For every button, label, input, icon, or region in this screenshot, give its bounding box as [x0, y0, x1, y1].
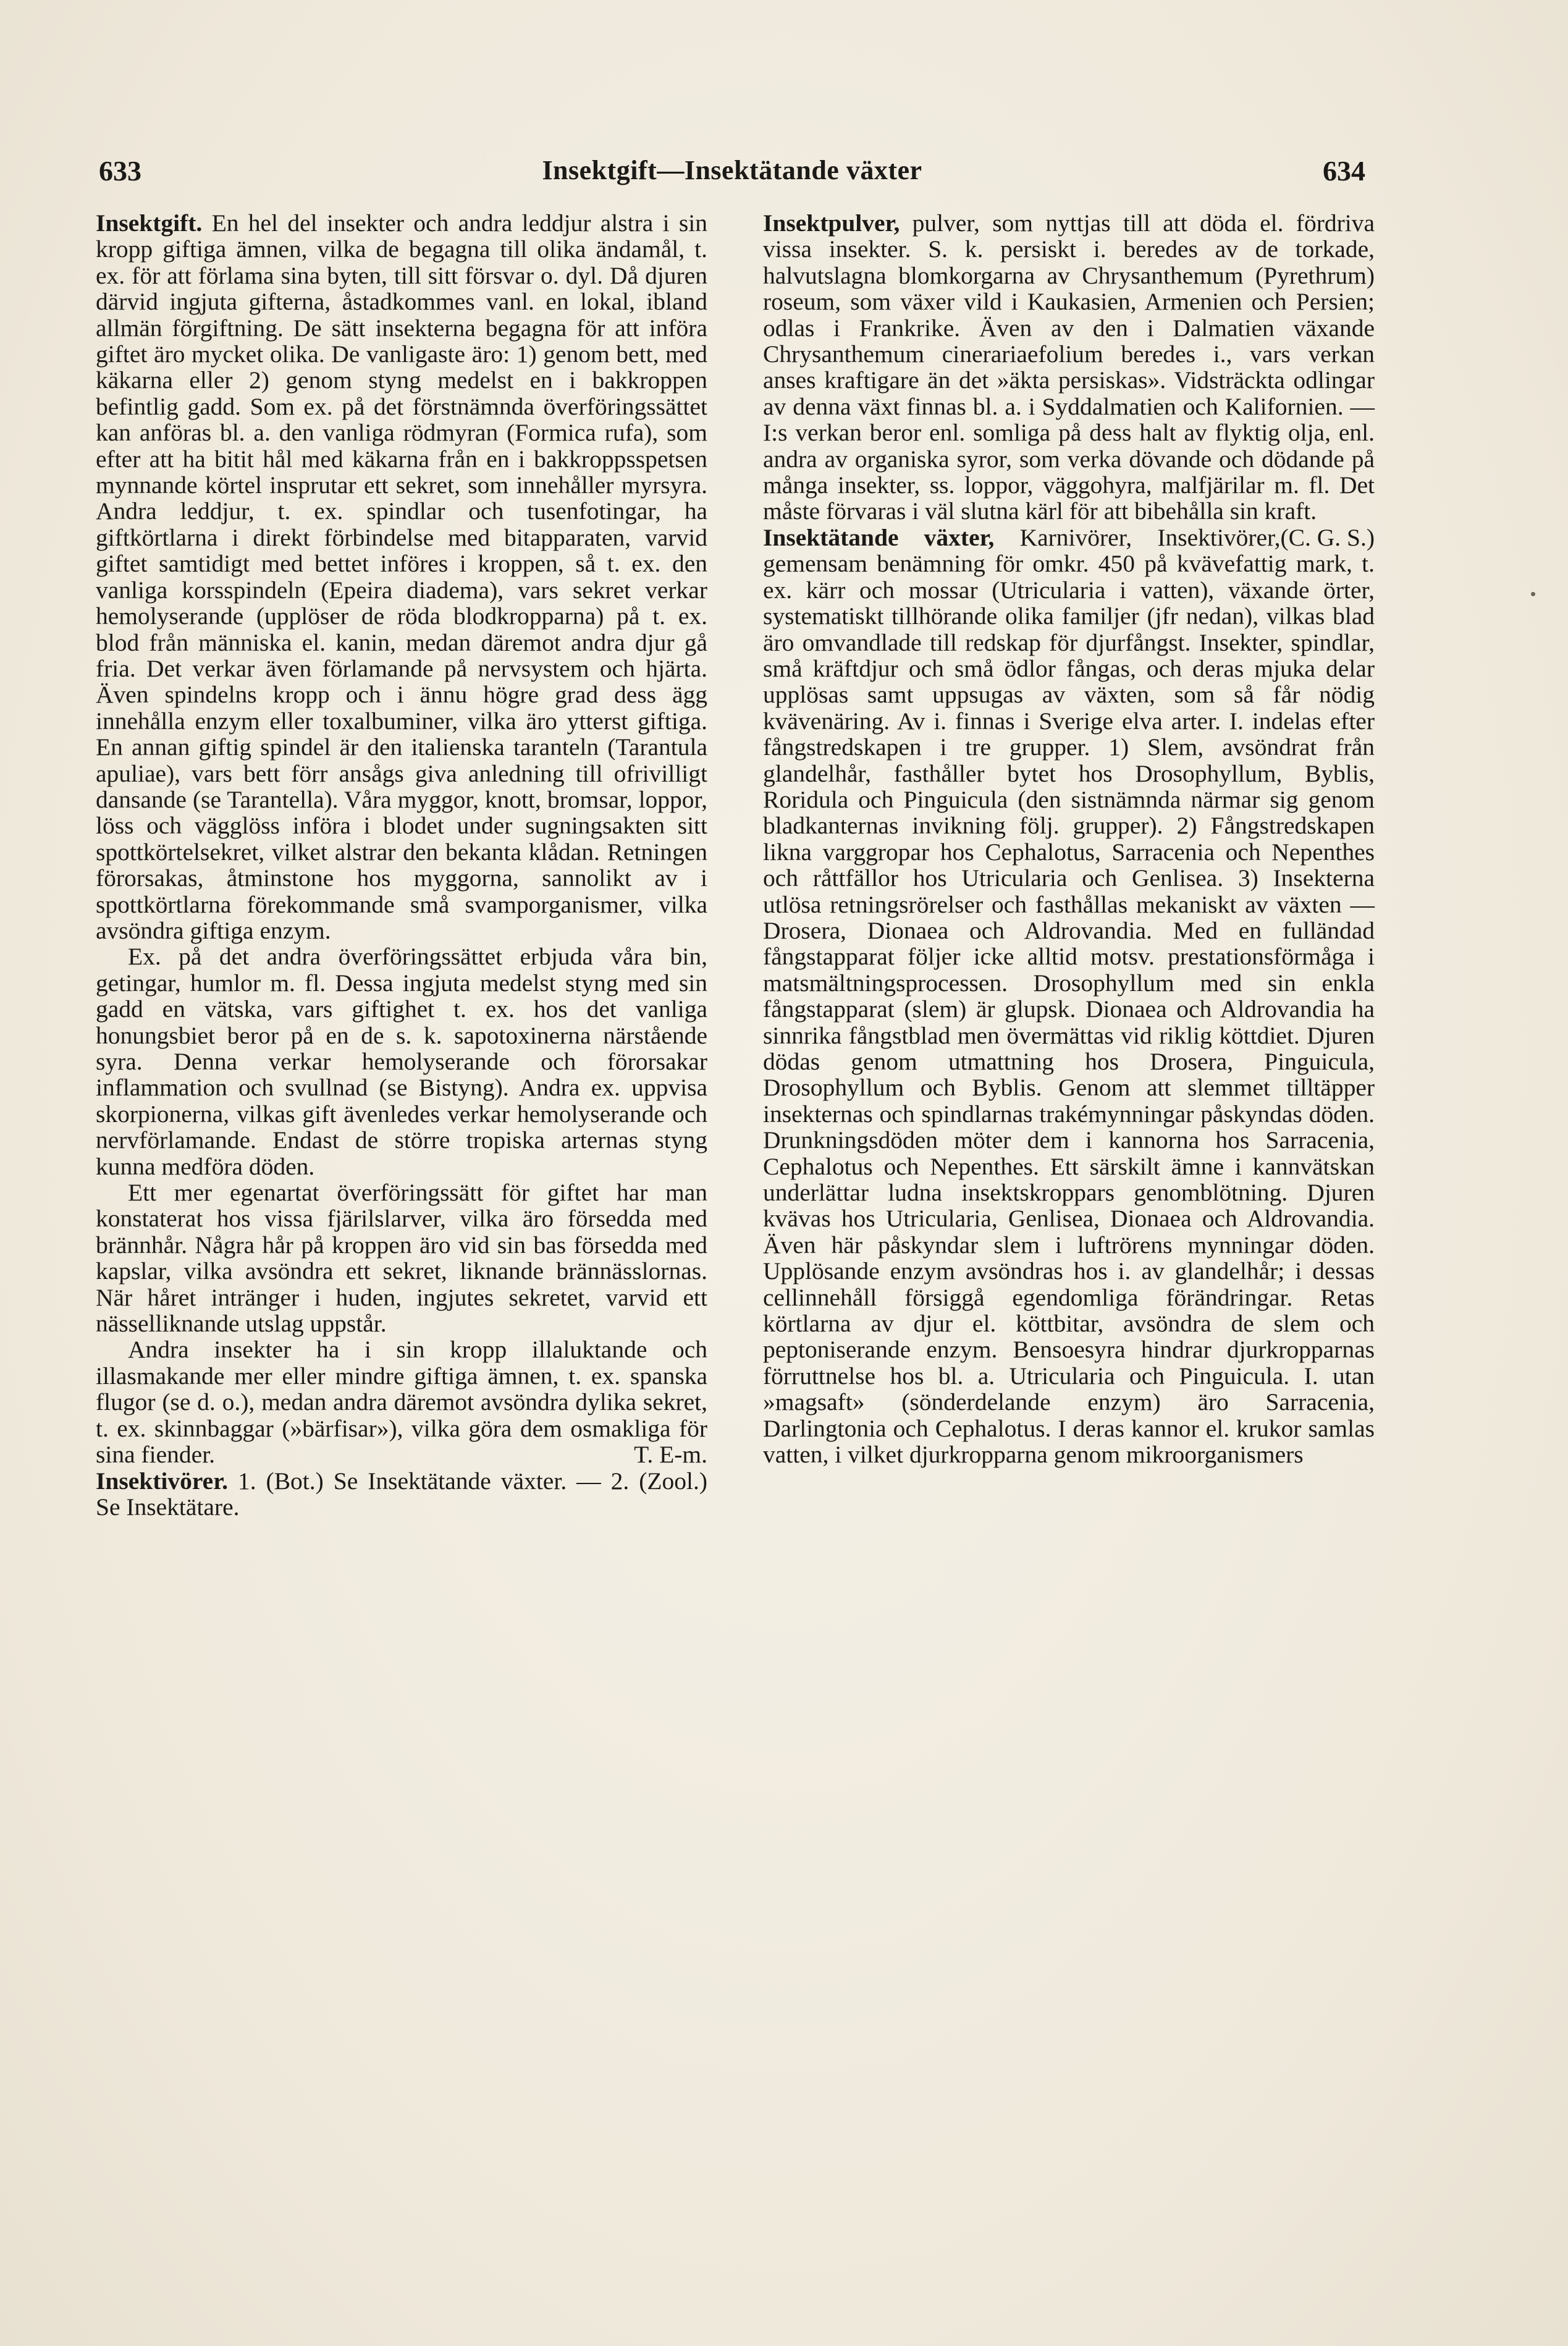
headword-insektatande-vaxter: Insektätande växter, [763, 523, 995, 551]
headword-insektpulver: Insektpulver, [763, 209, 900, 237]
author-signature: (C. G. S.) [1280, 523, 1375, 551]
paragraph-text: Andra insekter ha i sin kropp illaluktande och illasmakande mer eller mindre giftiga ämnen, t. ex. spanska flugor (se d. o.), medan andra däremot avsöndra dylika sekret, t. ex. skinnbaggar (»bärfisar»), vilka göra dem osmakliga för sina fiender. [96, 1336, 707, 1469]
headword-insektivorer: Insektivörer. [96, 1467, 228, 1495]
entry-text: Karnivörer, Insektivörer, gemensam benämning för omkr. 450 på kvävefattig mark, t. ex. kärr och mossar (Utricularia i vatten), växande örter, systematiskt tillhörande olika familjer (jfr nedan), vilkas blad äro omvandlade till redskap för djurfångst. Insekter, spindlar, små kräftdjur och små ödlor fångas, och deras mjuka delar upplösas samt uppsugas av växten, som så får nödig kvävenäring. Av i. finnas i Sverige elva arter. I. indelas efter fångstredskapen i tre grupper. 1) Slem, avsöndrat från glandelhår, fasthåller bytet hos Drosophyllum, Byblis, Roridula och Pinguicula (den sistnämnda närmar sig genom bladkanternas invikning följ. grupper). 2) Fångstredskapen likna varggropar hos Cephalotus, Sarracenia och Nepenthes och råttfällor hos Utricularia och Genlisea. 3) Insekterna utlösa retningsrörelser och fasthållas mekaniskt av växten — Drosera, Dionaea och Aldrovandia. Med en fulländad fångstapparat följer icke alltid motsv. prestationsförmåga i matsmältningsprocessen. Drosophyllum med sin enkla fångstapparat (slem) är glupsk. Dionaea och Aldrovandia ha sinnrika fångstblad men övermättas vid riklig köttdiet. Djuren dödas genom utmattning hos Drosera, Pinguicula, Drosophyllum och Byblis. Genom att slemmet tilltäpper insekternas och spindlarnas trakémynningar påskyndas döden. Drunkningsdöden möter dem i kannorna hos Sarracenia, Cephalotus och Nepenthes. Ett särskilt ämne i kannvätskan underlättar ludna insektskroppars genomblötning. Djuren kvävas hos Utricularia, Genlisea, Dionaea och Aldrovandia. Även här påskyndar slem i luftrörens mynningar döden. Upplösande enzym avsöndras hos i. av glandelhår; i dessas cellinnehåll försiggå egendomliga förändringar. Retas körtlarna av djur el. köttbitar, avsöndra de slem och peptoniserande enzym. Bensoesyra hindrar djurkropparnas förruttnelse hos bl. a. Utricularia och Pinguicula. I. utan »magsaft» (sönderdelande enzym) äro Sarracenia, Darlingtonia och Cephalotus. I deras kannor el. krukor samlas vatten, i vilket djurkropparna genom mikroorganismers [763, 523, 1375, 1469]
paragraph: Ex. på det andra överföringssättet erbjuda våra bin, getingar, humlor m. fl. Dessa ingjuta medelst styng med sin gadd en vätska, vars giftighet t. ex. hos det vanliga honungsbiet beror på en de s. k. sapotoxinerna närstående syra. Denna verkar hemolyserande och förorsakar inflammation och svullnad (se Bistyng). Andra ex. uppvisa skorpionerna, vilkas gift ävenledes verkar hemolyserande och nervförlamande. Endast de större tropiska arternas styng kunna medföra döden. [96, 943, 707, 1180]
entry-insektatande-vaxter [763, 525, 1375, 1468]
page-number-left: 633 [99, 155, 141, 187]
author-signature: T. E-m. [634, 1441, 707, 1469]
entry-text: pulver, som nyttjas till att döda el. fördriva vissa insekter. S. k. persiskt i. beredes av de torkade, halvutslagna blomkorgarna av Chrysanthemum (Pyrethrum) roseum, som växer vild i Kaukasien, Armenien och Persien; odlas i Frankrike. Även av den i Dalmatien växande Chrysanthemum cinerariaefolium beredes i., vars verkan anses kraftigare än det »äkta persiskas». Vidsträckta odlingar av denna växt finnas bl. a. i Syddalmatien och Kalifornien. — I:s verkan beror enl. somliga på dess halt av flyktig olja, enl. andra av organiska syror, som verka dövande och dödande på många insekter, ss. loppor, väggohyra, malfjärilar m. fl. Det måste förvaras i väl slutna kärl för att bibehålla sin kraft. [763, 209, 1375, 525]
headword-insektgift: Insektgift. [96, 209, 203, 237]
right-column [763, 210, 1375, 1468]
page-header [99, 154, 1365, 198]
entry-text: 1. (Bot.) Se Insektätande växter. — 2. (Zool.) Se Insektätare. [96, 1467, 707, 1521]
paragraph [96, 1336, 707, 1467]
paragraph: Ett mer egenartat överföringssätt för giftet har man konstaterat hos vissa fjärilslarver, vilka äro försedda med brännhår. Några hår på kroppen äro vid sin bas försedda med kapslar, vilka avsöndra ett sekret, liknande brännässlornas. När håret intränger i huden, ingjutes sekretet, varvid ett nässelliknande utslag uppstår. [96, 1179, 707, 1338]
entry-text: En hel del insekter och andra leddjur alstra i sin kropp giftiga ämnen, vilka de begagna till olika ändamål, t. ex. för att förlama sina byten, till sitt försvar o. dyl. Då djuren därvid ingjuta gifterna, åstadkommes vanl. en lokal, ibland allmän förgiftning. De sätt insekterna begagna för att införa giftet äro mycket olika. De vanligaste äro: 1) genom bett, med käkarna eller 2) genom styng medelst en i bakkroppen befintlig gadd. Som ex. på det förstnämnda överföringssättet kan anföras bl. a. den vanliga rödmyran (Formica rufa), som efter att ha bitit hål med käkarna från en i bakkroppsspetsen mynnande körtel insprutar ett sekret, som innehåller myrsyra. Andra leddjur, t. ex. spindlar och tusenfotingar, ha giftkörtlarna i direkt förbindelse med bitapparaten, varvid giftet samtidigt med bettet införes i kroppen, så t. ex. den vanliga korsspindeln (Epeira diadema), vars sekret verkar hemolyserande (upplöser de röda blodkropparna) på t. ex. blod från människa el. kanin, medan däremot andra djur gå fria. Det verkar även förlamande på nervsystem och hjärta. Även spindelns kropp och i ännu högre grad dess ägg innehålla enzym eller toxalbuminer, vilka äro ytterst giftiga. En annan giftig spindel är den italienska taranteln (Tarantula apuliae), vars bett förr ansågs giva anledning till ofrivilligt dansande (se Tarantella). Våra myggor, knott, bromsar, loppor, löss och vägglöss införa i blodet under sugningsakten sitt spottkörtelsekret, vilket alstrar den bekanta klådan. Retningen förorsakas, åtminstone hos myggorna, sannolikt av i spottkörtlarna förekommande små svamporganismer, vilka avsöndra giftiga enzym. [96, 209, 707, 944]
entry-insektgift [96, 210, 707, 943]
running-title: Insektgift—Insektätande växter [542, 155, 922, 185]
left-column [96, 210, 707, 1520]
paper-speck [1531, 592, 1535, 596]
page-number-right: 634 [1323, 155, 1365, 187]
entry-insektivorer [96, 1468, 707, 1521]
